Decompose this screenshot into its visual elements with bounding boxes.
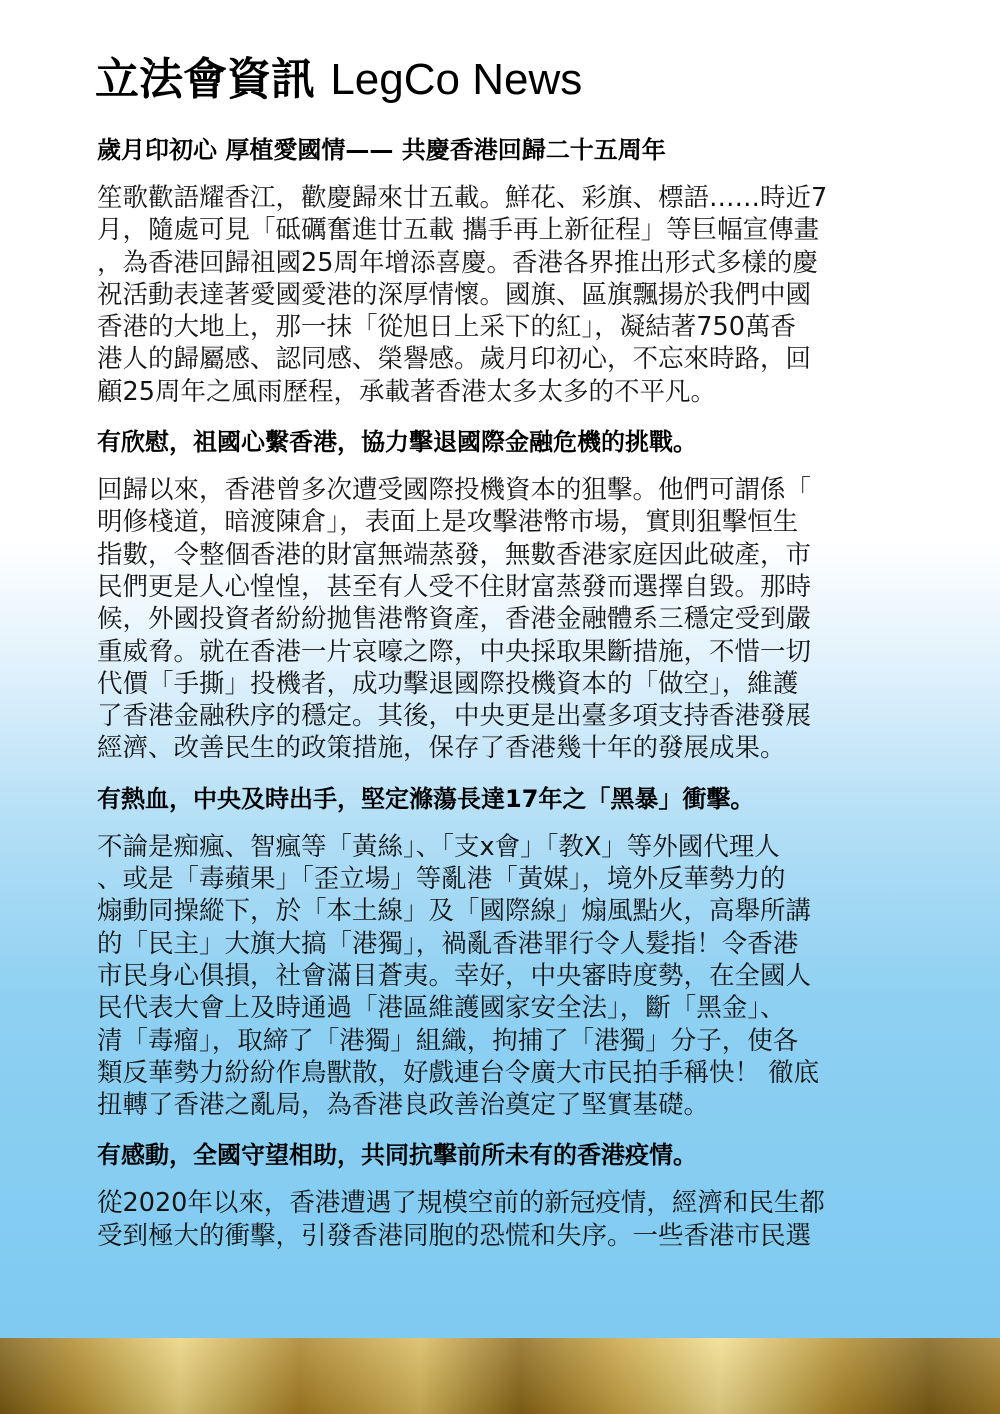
paragraph-line: 類反華勢力紛紛作鳥獸散，好戲連台令廣大市民拍手稱快！ 徹底: [97, 1057, 820, 1088]
section-heading-finance: 有欣慰，祖國心繫香港，協力擊退國際金融危機的挑戰。: [97, 428, 697, 457]
paragraph-line: 扭轉了香港之亂局，為香港良政善治奠定了堅實基礎。: [97, 1090, 710, 1121]
page-title-english: LegCo News: [330, 55, 583, 104]
paragraph-line: 顧25周年之風雨歷程，承載著香港太多太多的不平凡。: [97, 376, 716, 407]
gold-footer-band: [0, 1338, 1000, 1414]
paragraph-line: 受到極大的衝擊，引發香港同胞的恐慌和失序。一些香港市民選: [97, 1220, 812, 1251]
paragraph-line: 重威脅。就在香港一片哀嚎之際，中央採取果斷措施，不惜一切: [97, 636, 812, 667]
section-paragraph-security: [97, 831, 907, 1122]
paragraph-line: 笙歌歡語耀香江，歡慶歸來廿五載。鮮花、彩旗、標語……時近7: [97, 183, 828, 213]
section-heading-pandemic: 有感動，全國守望相助，共同抗擊前所未有的香港疫情。: [97, 1141, 697, 1170]
section-paragraph-finance: [97, 474, 907, 765]
paragraph-line: 指數，令整個香港的財富無端蒸發，無數香港家庭因此破產，市: [97, 539, 812, 570]
paragraph-line: 香港的大地上，那一抹「從旭日上采下的紅」，凝結著750萬香: [97, 312, 796, 343]
paragraph-line: 民們更是人心惶惶，甚至有人受不住財富蒸發而選擇自毀。那時: [97, 571, 812, 602]
section-heading-security: 有熱血，中央及時出手，堅定滌蕩長達17年之「黑暴」衝擊。: [97, 784, 755, 813]
page-title-chinese: 立法會資訊: [95, 54, 315, 105]
paragraph-line: 從2020年以來，香港遭遇了規模空前的新冠疫情，經濟和民生都: [97, 1188, 825, 1219]
paragraph-line: 月，隨處可見「砥礪奮進廿五載 攜手再上新征程」等巨幅宣傳畫: [97, 215, 820, 246]
paragraph-line: 了香港金融秩序的穩定。其後，中央更是出臺多項支持香港發展: [97, 701, 812, 732]
paragraph-line: 市民身心俱損，社會滿目蒼夷。幸好，中央審時度勢，在全國人: [97, 960, 812, 991]
article-headline: 歲月印初心 厚植愛國情—— 共慶香港回歸二十五周年: [97, 136, 666, 164]
paragraph-line: ，為香港回歸祖國25周年增添喜慶。香港各界推出形式多樣的慶: [97, 247, 818, 278]
article: [97, 132, 907, 1268]
paragraph-line: 煽動同操縱下，於「本土線」及「國際線」煽風點火，高舉所講: [97, 896, 812, 927]
paragraph-line: 代價「手撕」投機者，成功擊退國際投機資本的「做空」，維護: [97, 668, 799, 699]
paragraph-line: 的「民主」大旗大搞「港獨」，禍亂香港罪行令人髮指！令香港: [97, 928, 799, 959]
paragraph-line: 候，外國投資者紛紛拋售港幣資產，香港金融體系三穩定受到嚴: [97, 604, 812, 635]
paragraph-line: 祝活動表達著愛國愛港的深厚情懷。國旗、區旗飄揚於我們中國: [97, 279, 812, 310]
paragraph-line: 明修棧道，暗渡陳倉」，表面上是攻擊港幣市場，實則狙擊恒生: [97, 507, 799, 538]
paragraph-line: 經濟、改善民生的政策措施，保存了香港幾十年的發展成果。: [97, 733, 786, 764]
paragraph-line: 港人的歸屬感、認同感、榮譽感。歲月印初心，不忘來時路，回: [97, 344, 812, 375]
paragraph-line: 回歸以來，香港曾多次遭受國際投機資本的狙擊。他們可謂係「: [97, 475, 812, 506]
paragraph-line: 民代表大會上及時通過「港區維護國家安全法」，斷「黑金」、: [97, 993, 786, 1024]
paragraph-line: 不論是痴瘋、智瘋等「黃絲」、「支x會」「教X」等外國代理人: [97, 831, 780, 862]
paragraph-line: 、或是「毒蘋果」「歪立場」等亂港「黃媒」，境外反華勢力的: [97, 864, 786, 895]
section-paragraph-pandemic: [97, 1187, 907, 1252]
page-title: [95, 50, 582, 110]
paragraph-line: 清「毒瘤」，取締了「港獨」組織，拘捕了「港獨」分子，使各: [97, 1025, 799, 1056]
intro-paragraph: [97, 182, 907, 408]
